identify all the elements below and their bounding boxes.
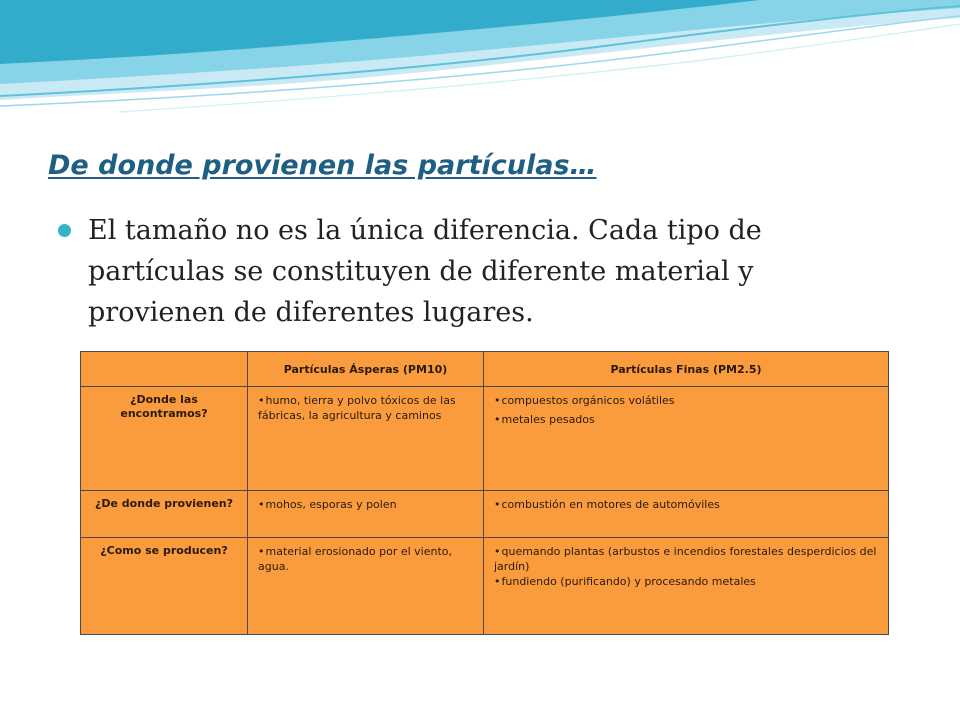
- row-label: ¿De donde provienen?: [81, 491, 248, 538]
- cell-item: • mohos, esporas y polen: [258, 497, 475, 512]
- row-label: ¿Donde las encontramos?: [81, 387, 248, 491]
- table-row: [81, 387, 889, 491]
- table-row: [81, 538, 889, 635]
- particles-table: [80, 351, 889, 635]
- row-label: ¿Como se producen?: [81, 538, 248, 635]
- cell-item: • metales pesados: [494, 412, 880, 427]
- wave-header-decoration: [0, 0, 960, 120]
- bullet-text: El tamaño no es la única diferencia. Cada tipo de partículas se constituyen de diferente material y provienen de diferentes lugares.: [88, 215, 762, 328]
- cell-item: • material erosionado por el viento, agua.: [258, 544, 475, 574]
- fine-cell: [484, 538, 889, 635]
- table-header-row: [81, 352, 889, 387]
- cell-item: • humo, tierra y polvo tóxicos de las fábricas, la agricultura y caminos: [258, 393, 475, 423]
- cell-item: • compuestos orgánicos volátiles: [494, 393, 880, 408]
- cell-item: • combustión en motores de automóviles: [494, 497, 880, 512]
- cell-item: • quemando plantas (arbustos e incendios forestales desperdicios del jardín): [494, 544, 880, 574]
- coarse-cell: [248, 538, 484, 635]
- slide-title: De donde provienen las partículas…: [48, 150, 597, 181]
- table-header-empty: [81, 352, 248, 387]
- fine-cell: [484, 491, 889, 538]
- table-header-coarse: Partículas Ásperas (PM10): [248, 352, 484, 387]
- bullet-point: [58, 210, 838, 333]
- coarse-cell: [248, 491, 484, 538]
- coarse-cell: [248, 387, 484, 491]
- cell-item: • fundiendo (purificando) y procesando metales: [494, 574, 880, 589]
- table-header-fine: Partículas Finas (PM2.5): [484, 352, 889, 387]
- bullet-dot-icon: [58, 224, 71, 237]
- fine-cell: [484, 387, 889, 491]
- table-row: [81, 491, 889, 538]
